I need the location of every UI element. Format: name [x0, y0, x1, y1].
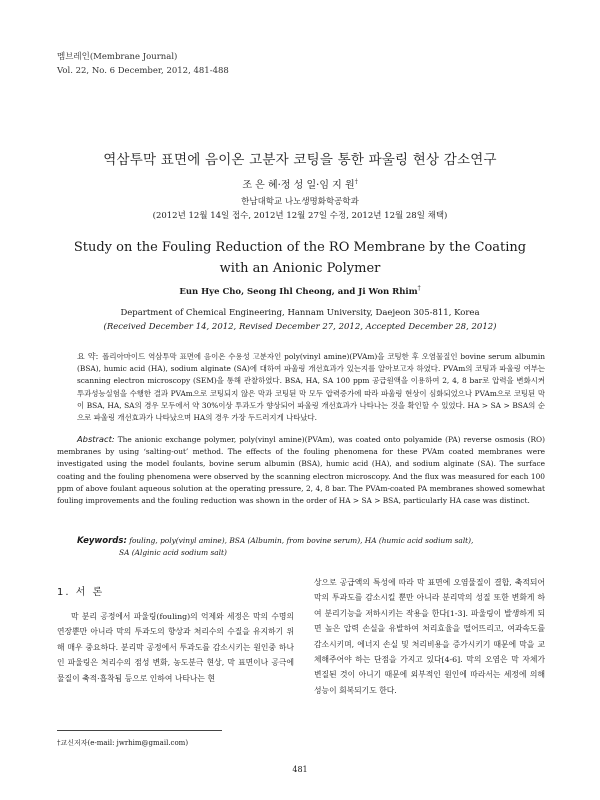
- page-number: 481: [292, 765, 308, 774]
- korean-authors: [0, 176, 600, 191]
- korean-affiliation-block: [0, 195, 600, 223]
- corresponding-mark: †: [354, 178, 358, 186]
- korean-author-names: 조 은 혜·정 성 일·임 지 원: [242, 180, 355, 191]
- english-author-names: Eun Hye Cho, Seong Ihl Cheong, and Ji Won Rhim: [179, 286, 418, 297]
- korean-affiliation: 한남대학교 나노생명화학공학과: [241, 197, 359, 207]
- english-corresponding-mark: †: [417, 285, 421, 292]
- english-authors: [0, 285, 600, 297]
- journal-name: 멤브레인(Membrane Journal): [57, 52, 178, 62]
- english-abstract-label: Abstract:: [77, 434, 115, 444]
- english-affiliation: Department of Chemical Engineering, Hannam University, Daejeon 305-811, Korea: [120, 308, 480, 318]
- keywords-label: Keywords:: [77, 536, 127, 546]
- english-abstract-text: The anionic exchange polymer, poly(vinyl amine)(PVAm), was coated onto polyamide (PA) reverse osmosis (RO) membranes by using ‘salting-out’ method. The effects of the fouling phenomena for these PVAm coated membranes were investigated using the model foulants, bovine serum albumin (BSA), humic acid (HA), and sodium alginate (SA). The surface coating and the fouling phenomena were observed by the scanning electron microscopy. And the flux was measured for each 100 ppm of above foulant aqueous solution at the operating pressure, 2, 4, 8 bar. The PVAm-coated PA membranes showed somewhat fouling improvements and the fouling reduction was shown in the order of HA > SA > BSA, particularly HA case was distinct.: [57, 435, 545, 506]
- english-abstract: [57, 433, 545, 507]
- korean-title: 역삼투막 표면에 음이온 고분자 코팅을 통한 파울링 현상 감소연구: [103, 152, 497, 168]
- keywords: [77, 535, 545, 559]
- section-heading: 1. 서 론: [57, 587, 105, 598]
- english-affiliation-block: [0, 306, 600, 334]
- english-title: [0, 237, 600, 279]
- korean-dates: (2012년 12월 14일 접수, 2012년 12월 27일 수정, 2012년 12월 28일 채택): [152, 211, 448, 221]
- journal-header: [57, 50, 229, 78]
- keywords-line2: SA (Alginic acid sodium salt): [119, 548, 227, 558]
- english-dates: (Received December 14, 2012, Revised December 27, 2012, Accepted December 28, 2012): [103, 322, 497, 332]
- footnote: †교신저자(e-mail: jwrhim@gmail.com): [57, 739, 189, 747]
- journal-volume: Vol. 22, No. 6 December, 2012, 481-488: [57, 66, 229, 76]
- korean-abstract-text: 폴리아마이드 역삼투막 표면에 음이온 수용성 고분자인 poly(vinyl amine)(PVAm)을 코팅한 후 오염물질인 bovine serum albumin (BSA), humic acid (HA), sodium alginate (SA)에 대하여 파울링 개선효과가 있는지를 알아보고자 하였다. PVAm의 코팅과 파울링 여부는 scanning electron microscopy (SEM)을 통해 관찰하였다. BSA, HA, SA 100 ppm 공급원액을 이용하여 2, 4, 8 bar로 압력을 변화시켜 투과성능실험을 수행한 결과 PVAm으로 코팅되지 않은 막과 코팅된 막 모두 압력증가에 따라 파울링 현상이 심화되었으나 PVAm으로 코팅된 막이 BSA, HA, SA의 경우 모두에서 약 30%이상 투과도가 향상되어 파울링 개선효과가 나타나는 것을 확인할 수 있었다. HA > SA > BSA의 순으로 파울링 개선효과가 나타났으며 HA의 경우 가장 두드러지게 나타났다.: [77, 352, 545, 423]
- body-column-right: 상으로 공급액의 특성에 따라 막 표면에 오염물질이 결합, 축적되어 막의 투과도를 감소시킬 뿐만 아니라 분리막의 성질 또한 변화게 하여 분리기능을 저하시키는 작용을 한다[1-3]. 파울링이 발생하게 되면 높은 압력 손실을 유발하여 처리효율을 떨어뜨리고, 여과속도를 감소시키며, 에너지 손실 및 처리비용을 증가시키기 때문에 막을 교체해주어야 하는 단점을 가지고 있다[4-6]. 막의 오염은 막 자체가 변질된 것이 아니기 때문에 외부적인 원인에 따라서는 세정에 의해 성능이 회복되기도 한다.: [314, 578, 545, 695]
- footnote-divider: [57, 730, 222, 731]
- keywords-line1: fouling, poly(vinyl amine), BSA (Albumin, from bovine serum), HA (humic acid sodium salt),: [129, 536, 474, 545]
- korean-abstract: [77, 351, 545, 424]
- body-column-left: 막 분리 공정에서 파울링(fouling)의 억제와 세정은 막의 수명의 연장뿐만 아니라 막의 투과도의 향상과 처리수의 수질을 유지하기 위해 매우 중요하다. 분리막 공정에서 투과도를 감소시키는 원인중 하나인 파울링은 처리수의 점성 변화, 농도분극 현상, 막 표면이나 공극에 물질이 축적·흡착됨 등으로 인하여 나타나는 현: [57, 612, 294, 683]
- english-title-line2: with an Anionic Polymer: [219, 261, 381, 276]
- english-title-line1: Study on the Fouling Reduction of the RO Membrane by the Coating: [73, 240, 527, 255]
- korean-abstract-label: 요 약:: [77, 352, 99, 361]
